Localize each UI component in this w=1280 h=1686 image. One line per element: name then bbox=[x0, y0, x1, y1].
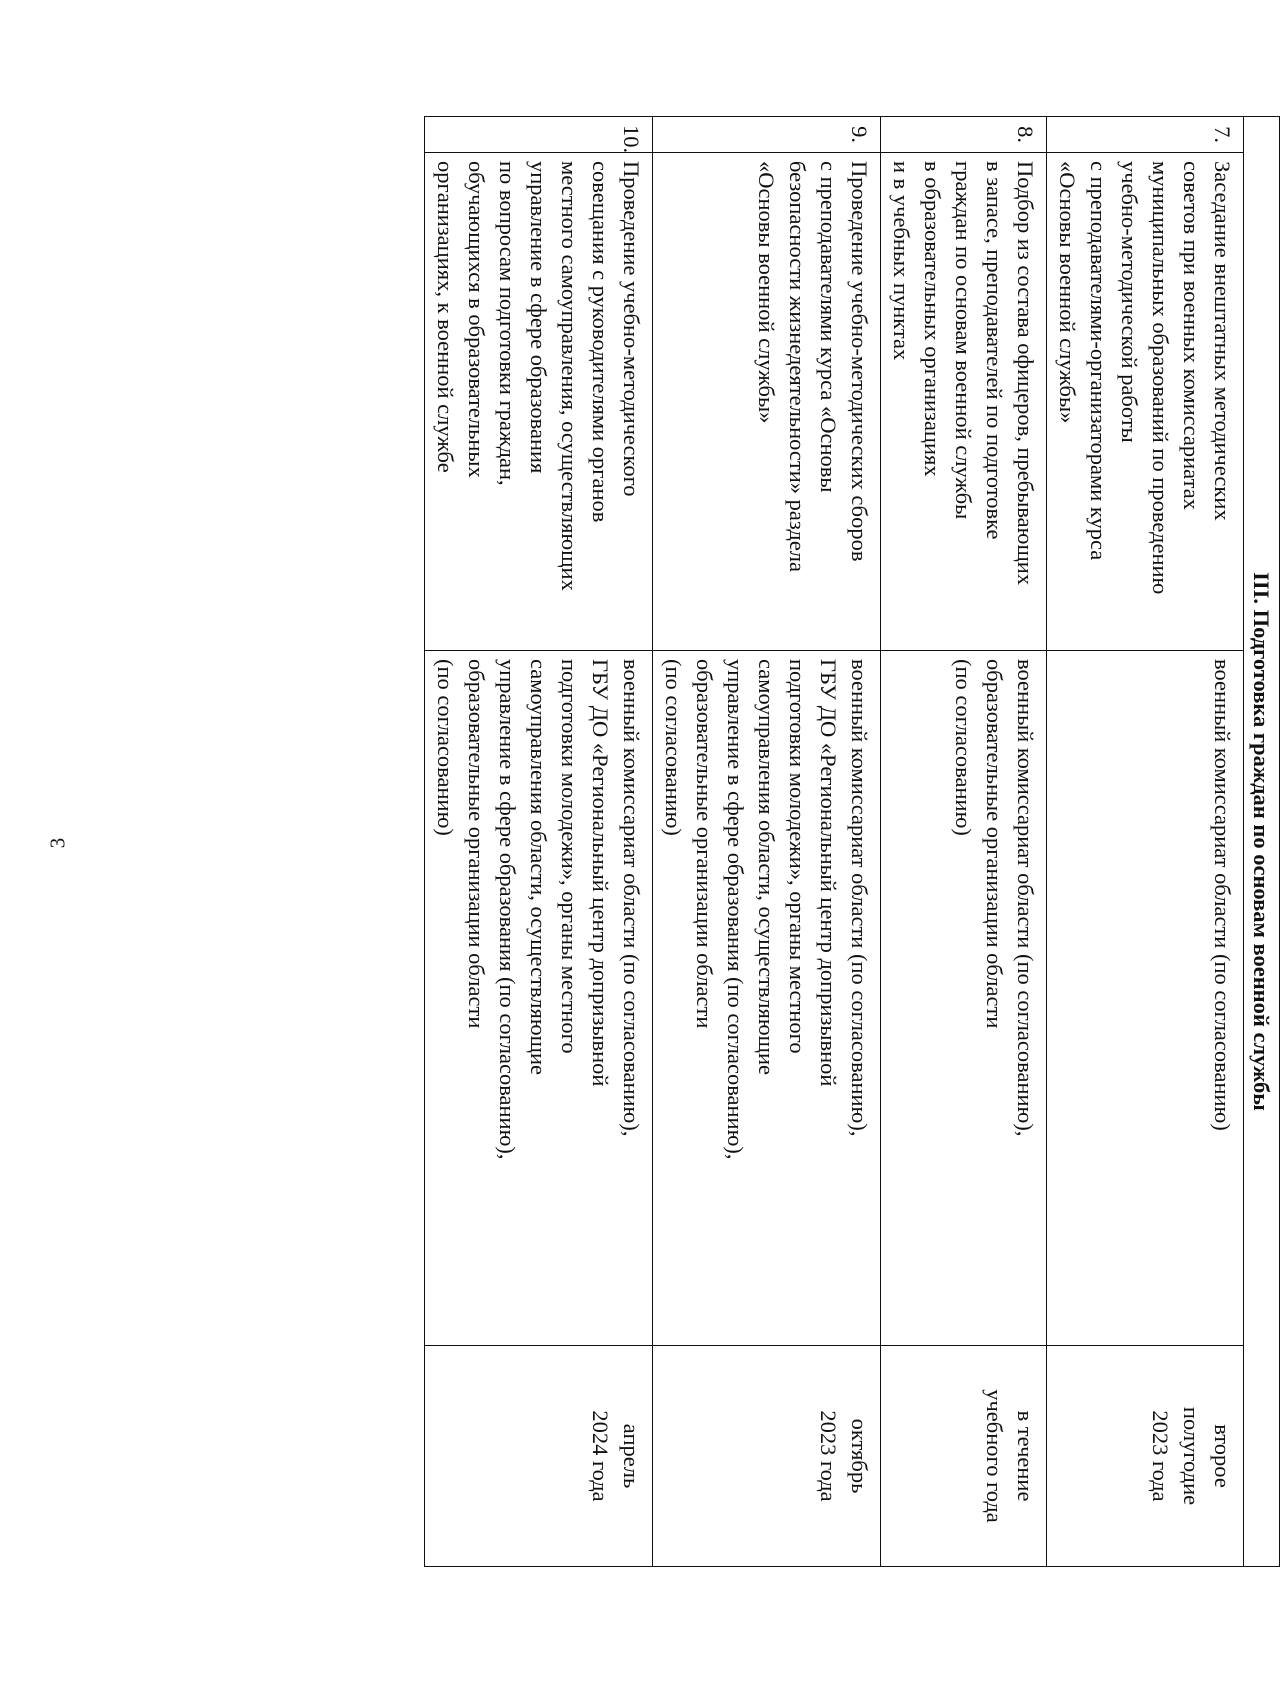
term-cell: в течение учебного года bbox=[881, 1346, 1047, 1567]
table-row bbox=[1047, 117, 1244, 1567]
event-cell: Подбор из состава офицеров, пребывающих в запасе, преподавателей по подготовке граждан по основам военной службы в образовательных организациях и в учебных пунктах bbox=[881, 153, 1047, 651]
event-cell: Проведение учебно-методического совещания с руководителями органов местного самоуправления, осуществляющих управление в сфере образования по вопросам подготовки граждан, обучающихся в образовательных организациях, к военной службе bbox=[425, 153, 653, 651]
section-header-row bbox=[1244, 117, 1280, 1567]
table-row bbox=[653, 117, 881, 1567]
executors-cell: военный комиссариат области (по согласованию) bbox=[1047, 651, 1244, 1346]
rotated-table-container bbox=[130, 116, 1280, 1566]
term-cell: октябрь 2023 года bbox=[653, 1346, 881, 1567]
executors-cell: военный комиссариат области (по согласованию), ГБУ ДО «Региональный центр допризывной подготовки молодежи», органы местного самоуправления области, осуществляющие управление в сфере образования (по согласованию), образовательные организации области (по согласованию) bbox=[653, 651, 881, 1346]
table-row bbox=[425, 117, 653, 1567]
row-number: 10. bbox=[425, 117, 653, 153]
plan-table bbox=[424, 116, 1280, 1567]
section-title: III. Подготовка граждан по основам военной службы bbox=[1244, 117, 1280, 1567]
executors-cell: военный комиссариат области (по согласованию), образовательные организации области (по согласованию) bbox=[881, 651, 1047, 1346]
event-cell: Заседание внештатных методических советов при военных комиссариатах муниципальных образований по проведению учебно-методической работы с преподавателями-организаторами курса «Основы военной службы» bbox=[1047, 153, 1244, 651]
event-cell: Проведение учебно-методических сборов с преподавателями курса «Основы безопасности жизнедеятельности» раздела «Основы военной службы» bbox=[653, 153, 881, 651]
page-number: 3 bbox=[45, 837, 70, 849]
term-cell: апрель 2024 года bbox=[425, 1346, 653, 1567]
row-number: 8. bbox=[881, 117, 1047, 153]
executors-cell: военный комиссариат области (по согласованию), ГБУ ДО «Региональный центр допризывной подготовки молодежи», органы местного самоуправления области, осуществляющие управление в сфере образования (по согласованию), образовательные организации области (по согласованию) bbox=[425, 651, 653, 1346]
row-number: 7. bbox=[1047, 117, 1244, 153]
table-row bbox=[881, 117, 1047, 1567]
row-number: 9. bbox=[653, 117, 881, 153]
term-cell: второе полугодие 2023 года bbox=[1047, 1346, 1244, 1567]
